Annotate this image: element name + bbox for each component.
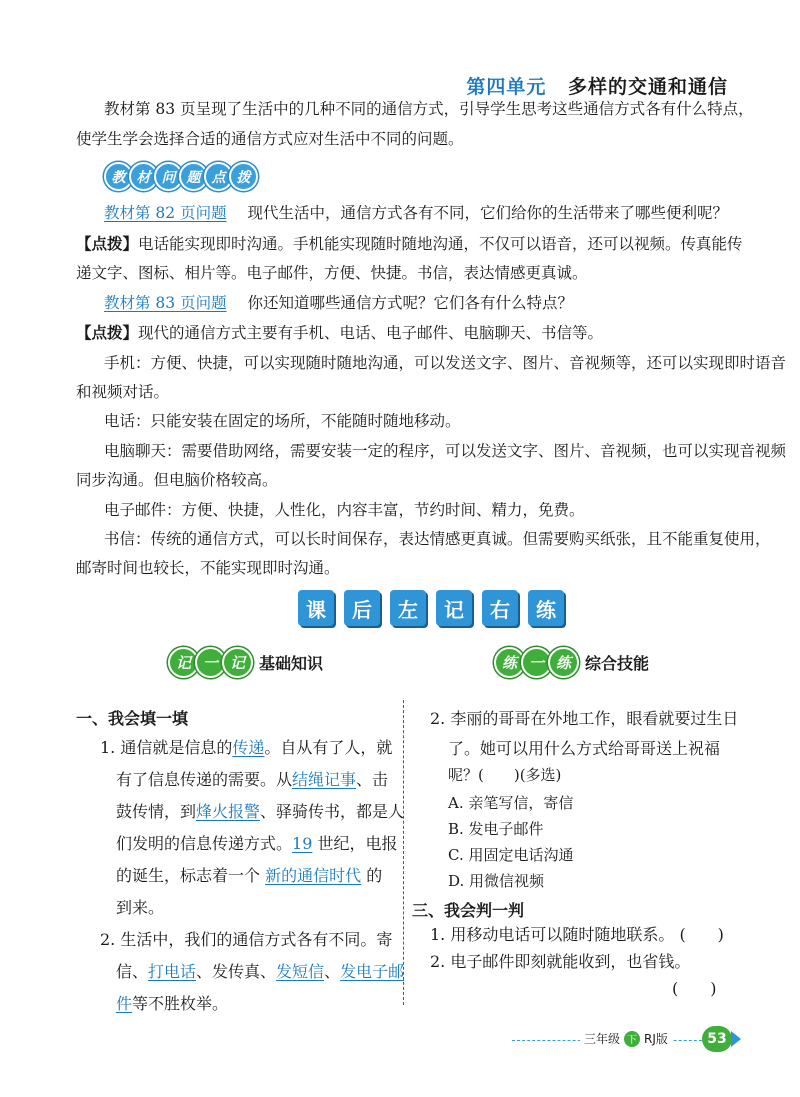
unit-name: 多样的交通和通信 — [567, 76, 728, 98]
phone-line: 电话：只能安装在固定的场所，不能随时随地移动。 — [104, 412, 461, 430]
answer-blank: 结绳记事 — [292, 770, 357, 789]
choice-option-b: B. 发电子邮件 — [448, 820, 544, 838]
tip-label: 【点拨】 — [76, 323, 139, 342]
tip-2-line-1: 【点拨】现代的通信方式主要有手机、电话、电子邮件、电脑聊天、书信等。 — [76, 323, 604, 342]
question-1 — [104, 202, 728, 224]
page-arrow-icon — [731, 1031, 741, 1047]
badge-char: 题 — [179, 162, 208, 191]
section-label: 基础知识 — [259, 654, 324, 673]
banner-char: 记 — [436, 590, 472, 626]
tip-1-line-2: 递文字、图标、相片等。电子邮件，方便、快捷。书信，表达情感更真诚。 — [76, 264, 588, 282]
intro-line-1: 教材第 83 页呈现了生活中的几种不同的通信方式，引导学生思考这些通信方式各有什么特点， — [104, 100, 754, 118]
email-line: 电子邮件：方便、快捷，人性化，内容丰富，节约时间、精力，免费。 — [104, 501, 585, 519]
mobile-line-2: 和视频对话。 — [76, 383, 170, 401]
part-1-heading: 一、我会填一填 — [76, 709, 189, 728]
fill-1-line-4: 们发明的信息传递方式。19 世纪，电报 — [116, 834, 398, 853]
edition-label: RJ版 — [644, 1032, 668, 1046]
fill-2-line-3: 件等不胜枚举。 — [116, 994, 229, 1013]
footer-grade — [580, 1030, 672, 1047]
practice-banner — [298, 590, 574, 626]
question-1-text: 现代生活中，通信方式各有不同，它们给你的生活带来了哪些便利呢？ — [247, 204, 729, 222]
fill-2-line-2: 信、打电话、发传真、发短信、发电子邮 — [116, 962, 405, 981]
choice-q-line-3: 呢？( )(多选) — [448, 766, 562, 784]
fill-2-line-1: 2. 生活中，我们的通信方式各有不同。寄 — [100, 930, 393, 949]
answer-blank: 19 — [292, 834, 313, 853]
badge-char: 问 — [154, 162, 183, 191]
badge-char: 一 — [521, 647, 552, 678]
badge-char: 记 — [168, 647, 199, 678]
choice-option-d: D. 用微信视频 — [448, 872, 545, 890]
answer-blank: 发短信 — [276, 962, 325, 981]
page-number: 53 — [702, 1026, 732, 1052]
part-3-heading: 三、我会判一判 — [412, 901, 525, 920]
question-2-text: 你还知道哪些通信方式呢？它们各有什么特点？ — [247, 294, 574, 312]
badge-char: 一 — [195, 647, 226, 678]
fill-1-line-5: 的诞生，标志着一个 新的通信时代 的 — [116, 866, 383, 885]
answer-blank: 传递 — [232, 738, 265, 757]
unit-title — [466, 72, 728, 99]
badge-char: 教 — [104, 162, 133, 191]
intro-line-2: 使学生学会选择合适的通信方式应对生活中不同的问题。 — [76, 130, 464, 148]
letter-line-1: 书信：传统的通信方式，可以长时间保存，表达情感更真诚。但需要购买纸张，且不能重复使用， — [104, 530, 771, 548]
answer-blank: 新的通信时代 — [265, 866, 362, 885]
banner-char: 右 — [482, 590, 518, 626]
answer-blank: 烽火报警 — [196, 802, 261, 821]
badge-char: 练 — [494, 647, 525, 678]
question-1-ref: 教材第 82 页问题 — [104, 204, 227, 222]
badge-char: 练 — [548, 647, 579, 678]
badge-char: 点 — [204, 162, 233, 191]
unit-number: 第四单元 — [466, 76, 547, 98]
memorize-section-header — [168, 647, 323, 678]
fill-1-line-6: 到来。 — [116, 898, 165, 917]
badge-char: 材 — [129, 162, 158, 191]
question-2-ref: 教材第 83 页问题 — [104, 294, 227, 312]
banner-char: 后 — [344, 590, 380, 626]
section-label: 综合技能 — [585, 654, 650, 673]
pc-line-1: 电脑聊天：需要借助网络，需要安装一定的程序，可以发送文字、图片、音视频，也可以实现音视频 — [104, 442, 787, 460]
term-badge: 下 — [624, 1031, 640, 1047]
question-2 — [104, 292, 573, 314]
answer-blank: 打电话 — [148, 962, 197, 981]
choice-option-a: A. 亲笔写信，寄信 — [448, 794, 574, 812]
answer-blank: 件 — [116, 994, 133, 1013]
grade-label: 三年级 — [584, 1032, 621, 1046]
answer-blank: 发电子邮 — [340, 962, 405, 981]
pc-line-2: 同步沟通。但电脑价格较高。 — [76, 471, 278, 489]
judge-item-2: 2. 电子邮件即刻就能收到，也省钱。 — [430, 952, 691, 971]
judge-item-2-paren: ( ) — [672, 979, 717, 998]
badge-char: 拨 — [229, 162, 258, 191]
judge-item-1: 1. 用移动电话可以随时随地联系。 ( ) — [430, 925, 724, 944]
fill-1-line-2: 有了信息传递的需要。从结绳记事、击 — [116, 770, 389, 789]
letter-line-2: 邮寄时间也较长，不能实现即时沟通。 — [76, 559, 340, 577]
tip-label: 【点拨】 — [76, 234, 139, 253]
badge-char: 记 — [222, 647, 253, 678]
choice-q-line-1: 2. 李丽的哥哥在外地工作，眼看就要过生日 — [430, 709, 739, 728]
textbook-tips-badge — [104, 162, 254, 191]
fill-1-line-1: 1. 通信就是信息的传递。自从有了人，就 — [100, 738, 393, 757]
choice-q-line-2: 了。她可以用什么方式给哥哥送上祝福 — [448, 739, 721, 758]
banner-char: 左 — [390, 590, 426, 626]
choice-option-c: C. 用固定电话沟通 — [448, 846, 574, 864]
practice-section-header — [494, 647, 649, 678]
banner-char: 练 — [528, 590, 564, 626]
mobile-line-1: 手机：方便、快捷，可以实现随时随地沟通，可以发送文字、图片、音视频等，还可以实现即时语音 — [104, 354, 787, 372]
fill-1-line-3: 鼓传情，到烽火报警、驿骑传书，都是人 — [116, 802, 405, 821]
banner-char: 课 — [298, 590, 334, 626]
tip-1-line-1: 【点拨】电话能实现即时沟通。手机能实现随时随地沟通，不仅可以语音，还可以视频。传真能传 — [76, 234, 743, 253]
